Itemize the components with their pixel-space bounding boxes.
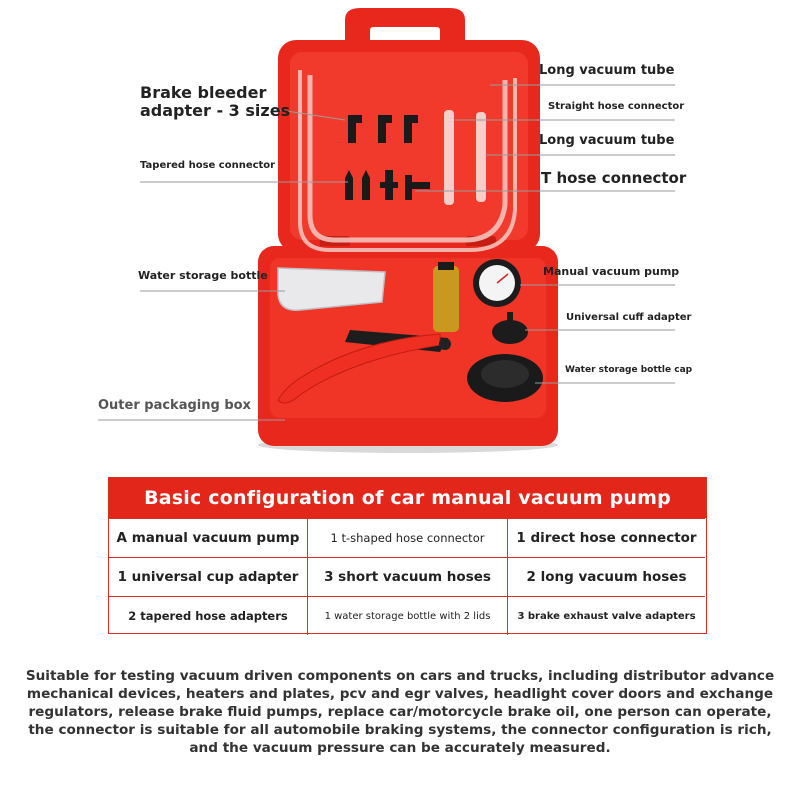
- config-cell: 1 direct hose connector: [508, 518, 705, 557]
- pump-body: [433, 266, 459, 332]
- config-title: Basic configuration of car manual vacuum pump: [109, 478, 706, 518]
- config-cell: 3 short vacuum hoses: [308, 557, 508, 596]
- case-handle: [345, 8, 465, 45]
- label-water-storage-bottle: Water storage bottle: [138, 269, 268, 282]
- label-outer-packaging-box: Outer packaging box: [98, 398, 251, 413]
- config-table: [108, 477, 707, 634]
- label-universal-cuff-adapter: Universal cuff adapter: [566, 312, 692, 323]
- config-cell: 1 universal cup adapter: [109, 557, 308, 596]
- label-manual-vacuum-pump: Manual vacuum pump: [543, 265, 680, 278]
- config-cell: 3 brake exhaust valve adapters: [508, 596, 705, 635]
- config-cell: 2 tapered hose adapters: [109, 596, 308, 635]
- label-brake-bleeder-adapter: Brake bleeder adapter - 3 sizes: [140, 83, 291, 120]
- label-water-storage-bottle-cap: Water storage bottle cap: [565, 365, 693, 375]
- label-tapered-hose-connector: Tapered hose connector: [140, 160, 276, 171]
- label-long-vacuum-tube-top: Long vacuum tube: [539, 63, 675, 78]
- config-cell: 1 water storage bottle with 2 lids: [308, 596, 508, 635]
- config-grid: [109, 518, 706, 635]
- description-text: Suitable for testing vacuum driven components on cars and trucks, including distributor advance mechanical devices, heaters and plates, pcv and egr valves, headlight cover doors and exchange regulators, release brake fluid pumps, replace car/motorcycle brake oil, one person can operate, the connector is suitable for all automobile braking systems, the connector configuration is rich, and the vacuum pressure can be accurately measured.: [25, 668, 775, 756]
- label-t-hose-connector: T hose connector: [541, 169, 687, 187]
- short-tube-2: [476, 112, 486, 202]
- config-cell: A manual vacuum pump: [109, 518, 308, 557]
- water-bottle: [278, 268, 385, 310]
- label-long-vacuum-tube-mid: Long vacuum tube: [539, 133, 675, 148]
- label-straight-hose-connector: Straight hose connector: [548, 101, 685, 112]
- case-lid-inner: [290, 52, 528, 240]
- config-cell: 2 long vacuum hoses: [508, 557, 705, 596]
- config-cell: 1 t-shaped hose connector: [308, 518, 508, 557]
